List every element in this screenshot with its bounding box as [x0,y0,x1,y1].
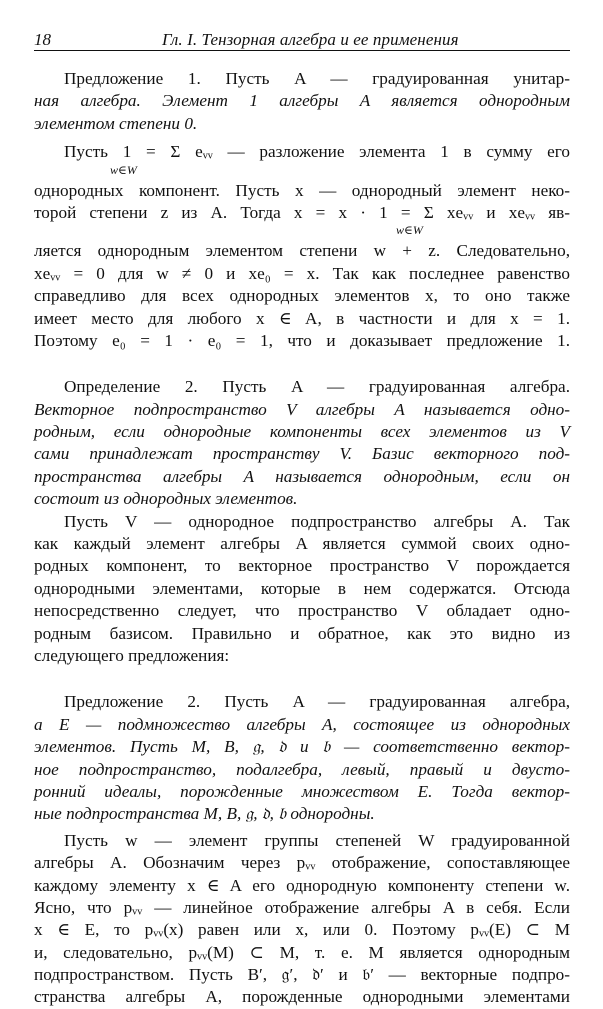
text-line: каждому элементу x ∈ A его однородную компоненту степени w. [34,875,570,895]
text-line: однородными элементами, которые в нем содержатся. Отсюда [34,578,570,598]
text-line: ное подпространство, подалгебра, левый, правый и двусто- [34,759,570,779]
text-line: алгебры A. Обозначим через pᵥᵥ отображение, сопоставляющее [34,853,570,873]
text-line: a E — подмножество алгебры A, состоящее из однородных [34,714,570,734]
text-line: справедливо для всех однородных элементов x, то оно также [34,286,570,306]
paragraph-homogeneous-subspace [34,511,570,668]
text-line: ронний идеалы, порожденные множеством E. Тогда вектор- [34,781,570,801]
text-line: x ∈ E, то pᵥᵥ(x) равен или x, или 0. Поэтому pᵥᵥ(E) ⊂ M [34,920,570,940]
text-line: однородных компонент. Пусть x — однородный элемент неко- [34,180,570,200]
definition-2 [34,376,570,510]
page-number: 18 [34,30,51,49]
text-line: Пусть w — элемент группы степеней W градуированной [64,830,570,850]
proposition-2 [34,691,570,825]
text-line: элементом степени 0. [34,113,198,133]
sum-subscript: w∈W [396,223,423,238]
text-line: имеет место для любого x ∈ A, в частности и для x = 1. [34,308,570,328]
text-line: родным, если однородные компоненты всех элементов из V [34,422,570,442]
text-line: непосредственно следует, что пространство V обладает одно- [34,601,570,621]
text-line: торой степени z из A. Тогда x = x · 1 = Σ xeᵥᵥ и xeᵥᵥ яв- [34,202,570,222]
text-line: Пусть V — однородное подпространство алгебры A. Так [64,511,570,531]
text-line: пространства алгебры A называется однородным, если он [34,466,570,486]
text-line: Поэтому e₀ = 1 · e₀ = 1, что и доказывает предложение 1. [34,330,570,350]
page-body [34,68,570,1009]
text-line: Векторное подпространство V алгебры A называется одно- [34,399,570,419]
text-line: Предложение 2. Пусть A — градуированная алгебра, [64,692,570,712]
text-line: родным базисом. Правильно и обратное, как это видно из [34,623,570,643]
text-line: Ясно, что pᵥᵥ — линейное отображение алгебры A в себя. Если [34,897,570,917]
proposition-1 [34,68,570,135]
text-line: странства алгебры A, порожденные однородными элементами [34,987,570,1007]
proof-2 [34,830,570,1009]
text-line: как каждый элемент алгебры A является суммой своих одно- [34,534,570,554]
proof-1 [34,141,570,352]
text-line: следующего предложения: [34,645,230,665]
text-line: xeᵥᵥ = 0 для w ≠ 0 и xe₀ = x. Так как последнее равенство [34,263,570,283]
text-line: и, следовательно, pᵥᵥ(M) ⊂ M, т. е. M является однородным [34,942,570,962]
text-line: ляется однородным элементом степени w + z. Следовательно, [34,241,570,261]
text-line: элементов. Пусть M, B, 𝔤, 𝔡 и 𝔟 — соответственно вектор- [34,737,570,757]
text-line: Пусть 1 = Σ eᵥᵥ — разложение элемента 1 в сумму его [64,142,570,162]
text-line: родных компонент, то векторное пространство V порождается [34,556,570,576]
sum-subscript: w∈W [110,162,137,177]
text-line: сами принадлежат пространству V. Базис векторного под- [34,444,570,464]
text-line: ные подпространства M, B, 𝔤, 𝔡, 𝔟 однородны. [34,804,375,824]
text-line: подпространством. Пусть B′, 𝔤′, 𝔡′ и 𝔟′ — векторные подпро- [34,965,570,985]
text-line: ная алгебра. Элемент 1 алгебры A является однородным [34,91,570,111]
running-title: Гл. I. Тензорная алгебра и ее применения [162,30,459,49]
text-line: Предложение 1. Пусть A — градуированная унитар- [64,69,570,88]
text-line: состоит из однородных элементов. [34,489,298,509]
text-line: Определение 2. Пусть A — градуированная алгебра. [64,377,570,397]
running-header [34,26,570,51]
